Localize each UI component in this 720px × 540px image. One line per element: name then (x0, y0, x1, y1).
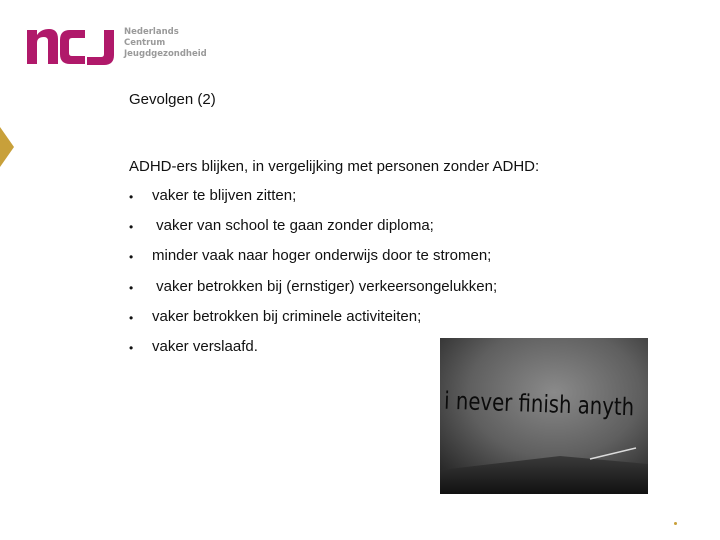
bullet-icon: • (129, 340, 134, 355)
slide-title: Gevolgen (2) (129, 91, 216, 108)
list-item (129, 247, 497, 277)
list-item (129, 187, 497, 217)
logo-line-2: Centrum (124, 38, 166, 48)
side-arrow-icon (0, 127, 14, 167)
bullet-icon: • (129, 310, 134, 325)
logo-line-1: Nederlands (124, 27, 179, 37)
corner-dot-icon (674, 522, 677, 525)
ncj-logo-mark (27, 26, 119, 66)
logo-mark-text: ncj (27, 26, 29, 27)
graffiti-photo (440, 338, 677, 494)
ncj-logo (27, 26, 207, 66)
list-item (129, 278, 497, 308)
bullet-icon: • (129, 250, 134, 265)
logo-wordmark (124, 27, 207, 60)
bullet-text: vaker betrokken bij criminele activiteiten; (152, 307, 422, 325)
list-item (129, 308, 497, 338)
bullet-icon: • (129, 280, 134, 295)
bullet-text: vaker betrokken bij (ernstiger) verkeersongelukken; (152, 277, 498, 295)
bullet-text: vaker van school te gaan zonder diploma; (152, 217, 434, 235)
bullet-icon: • (129, 220, 134, 235)
bullet-text: vaker verslaafd. (152, 337, 258, 355)
slide-intro: ADHD-ers blijken, in vergelijking met personen zonder ADHD: (129, 158, 540, 175)
list-item (129, 217, 497, 247)
graffiti-text: i never finish anyth (443, 386, 677, 423)
bullet-text: minder vaak naar hoger onderwijs door te stromen; (152, 247, 492, 265)
bullet-text: vaker te blijven zitten; (152, 187, 297, 204)
bullet-icon: • (129, 190, 134, 204)
logo-line-3: Jeugdgezondheid (124, 49, 207, 59)
